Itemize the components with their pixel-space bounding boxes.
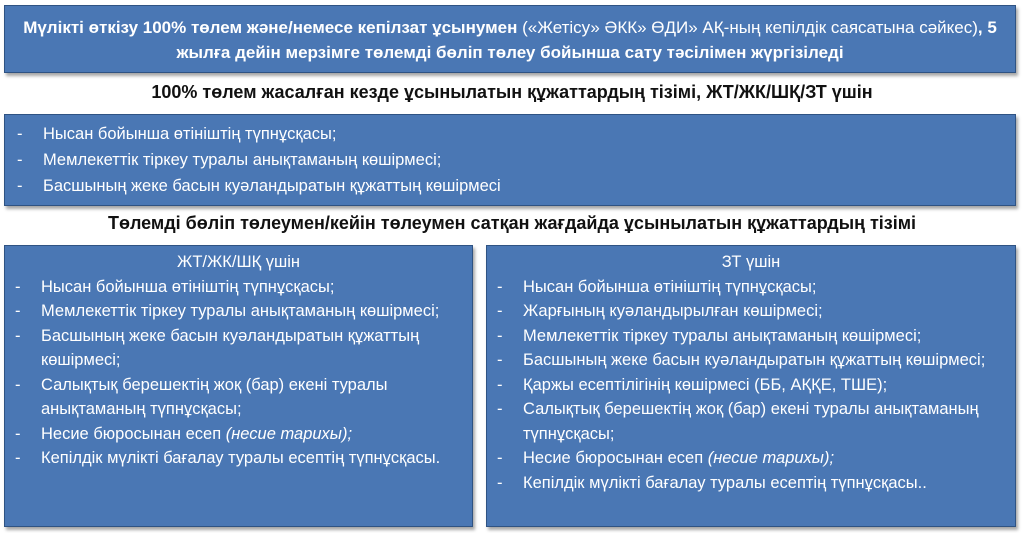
full-payment-heading: 100% төлем жасалған кезде ұсынылатын құжаттардың тізімі, ЖТ/ЖК/ШҚ/ЗТ үшін: [151, 82, 873, 102]
list-item: - Басшының жеке басын куәландыратын құжаттың көшірмесі;: [495, 348, 1007, 373]
credit-text: Несие бюросынан есеп: [523, 449, 708, 467]
legal-entities-box: [486, 245, 1016, 527]
list-item-credit: [13, 422, 464, 447]
list-item: - Нысан бойынша өтініштің түпнұсқасы;: [13, 275, 464, 300]
list-item: - Нысан бойынша өтініштің түпнұсқасы;: [15, 121, 1005, 147]
list-item: - Мемлекеттік тіркеу туралы анықтаманың көшірмесі;: [13, 299, 464, 324]
list-item: - Жарғының куәландырылған көшірмесі;: [495, 299, 1007, 324]
list-item: - Қаржы есептілігінің көшірмесі (ББ, АҚҚЕ, ТШЕ);: [495, 373, 1007, 398]
header-part3: , 5 жылға дейін мерзімге төлемді бөліп төлеу бойынша сату тәсілімен жүргізіледі: [176, 18, 997, 62]
list-item: - Салықтық берешектің жоқ (бар) екені туралы анықтаманың түпнұсқасы;: [13, 373, 464, 422]
installment-heading: Төлемді бөліп төлеумен/кейін төлеумен сатқан жағдайда ұсынылатын құжаттардың тізімі: [107, 213, 917, 233]
header-part2: («Жетісу» ӘКК» ӨДИ» АҚ-ның кепілдік саясатына сәйкес): [517, 18, 978, 37]
list-item: - Басшының жеке басын куәландыратын құжаттың көшірмесі: [15, 173, 1005, 199]
header-part1: Мүлікті өткізу 100% төлем және/немесе кепілзат ұсынумен: [23, 18, 518, 37]
list-item: - Кепілдік мүлікті бағалау туралы есептің түпнұсқасы.: [13, 446, 464, 471]
credit-text: Несие бюросынан есеп: [41, 424, 226, 443]
credit-note: (несие тарихы);: [225, 424, 353, 443]
full-payment-box: [4, 114, 1016, 206]
individuals-title: ЖТ/ЖК/ШҚ үшін: [176, 253, 301, 271]
list-item: - Басшының жеке басын куәландыратын құжаттың көшірмесі;: [13, 324, 464, 373]
list-item: - Мемлекеттік тіркеу туралы анықтаманың көшірмесі;: [495, 324, 1007, 349]
list-item: - Салықтық берешектің жоқ (бар) екені туралы анықтаманың түпнұсқасы;: [495, 397, 1007, 446]
individuals-list: [13, 275, 464, 471]
list-item: - Кепілдік мүлікті бағалау туралы есептің түпнұсқасы..: [495, 471, 1007, 496]
full-payment-list: [15, 121, 1005, 199]
list-item: - Нысан бойынша өтініштің түпнұсқасы;: [495, 275, 1007, 300]
credit-note: (несие тарихы);: [707, 449, 835, 467]
list-item-credit: [495, 446, 1007, 471]
header-banner: [4, 5, 1016, 73]
legal-list: [495, 275, 1007, 496]
legal-title: ЗТ үшін: [721, 253, 781, 271]
list-item: - Мемлекеттік тіркеу туралы анықтаманың көшірмесі;: [15, 147, 1005, 173]
individuals-box: [4, 245, 473, 527]
